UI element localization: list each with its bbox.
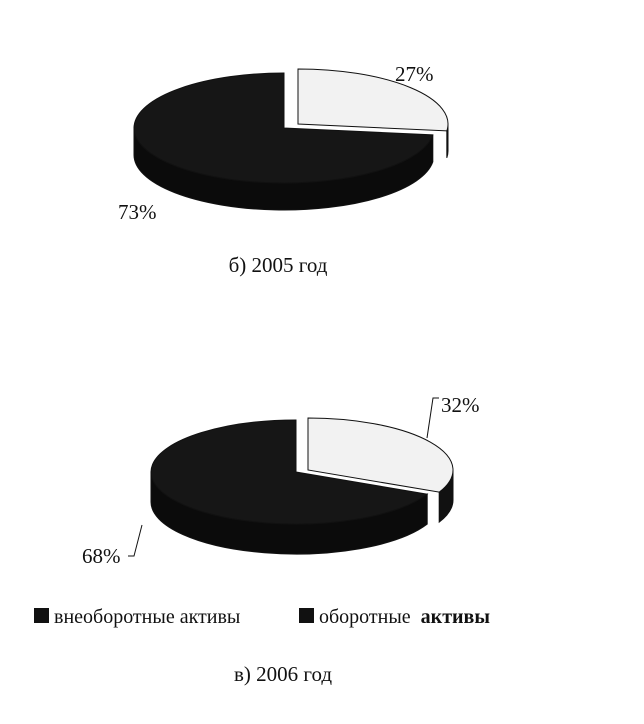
leader-line-current (427, 398, 439, 438)
legend (34, 606, 490, 628)
chart-2005-caption: б) 2005 год (228, 253, 328, 277)
data-label-non-current: 68% (82, 544, 121, 568)
data-label-current: 32% (441, 393, 480, 417)
chart-2005 (118, 62, 448, 224)
chart-2006 (82, 393, 480, 568)
chart-2006-caption: в) 2006 год (233, 662, 333, 686)
legend-marker-current-icon (299, 608, 314, 623)
data-label-non-current: 73% (118, 200, 157, 224)
legend-label-current (319, 606, 490, 628)
leader-line-non-current (128, 525, 142, 556)
legend-label-current-bold: активы (420, 606, 490, 628)
legend-label-current-plain: оборотные (319, 606, 411, 628)
data-label-current: 27% (395, 62, 434, 86)
legend-label-non-current: внеоборотные активы (54, 606, 241, 628)
legend-marker-non-current-icon (34, 608, 49, 623)
